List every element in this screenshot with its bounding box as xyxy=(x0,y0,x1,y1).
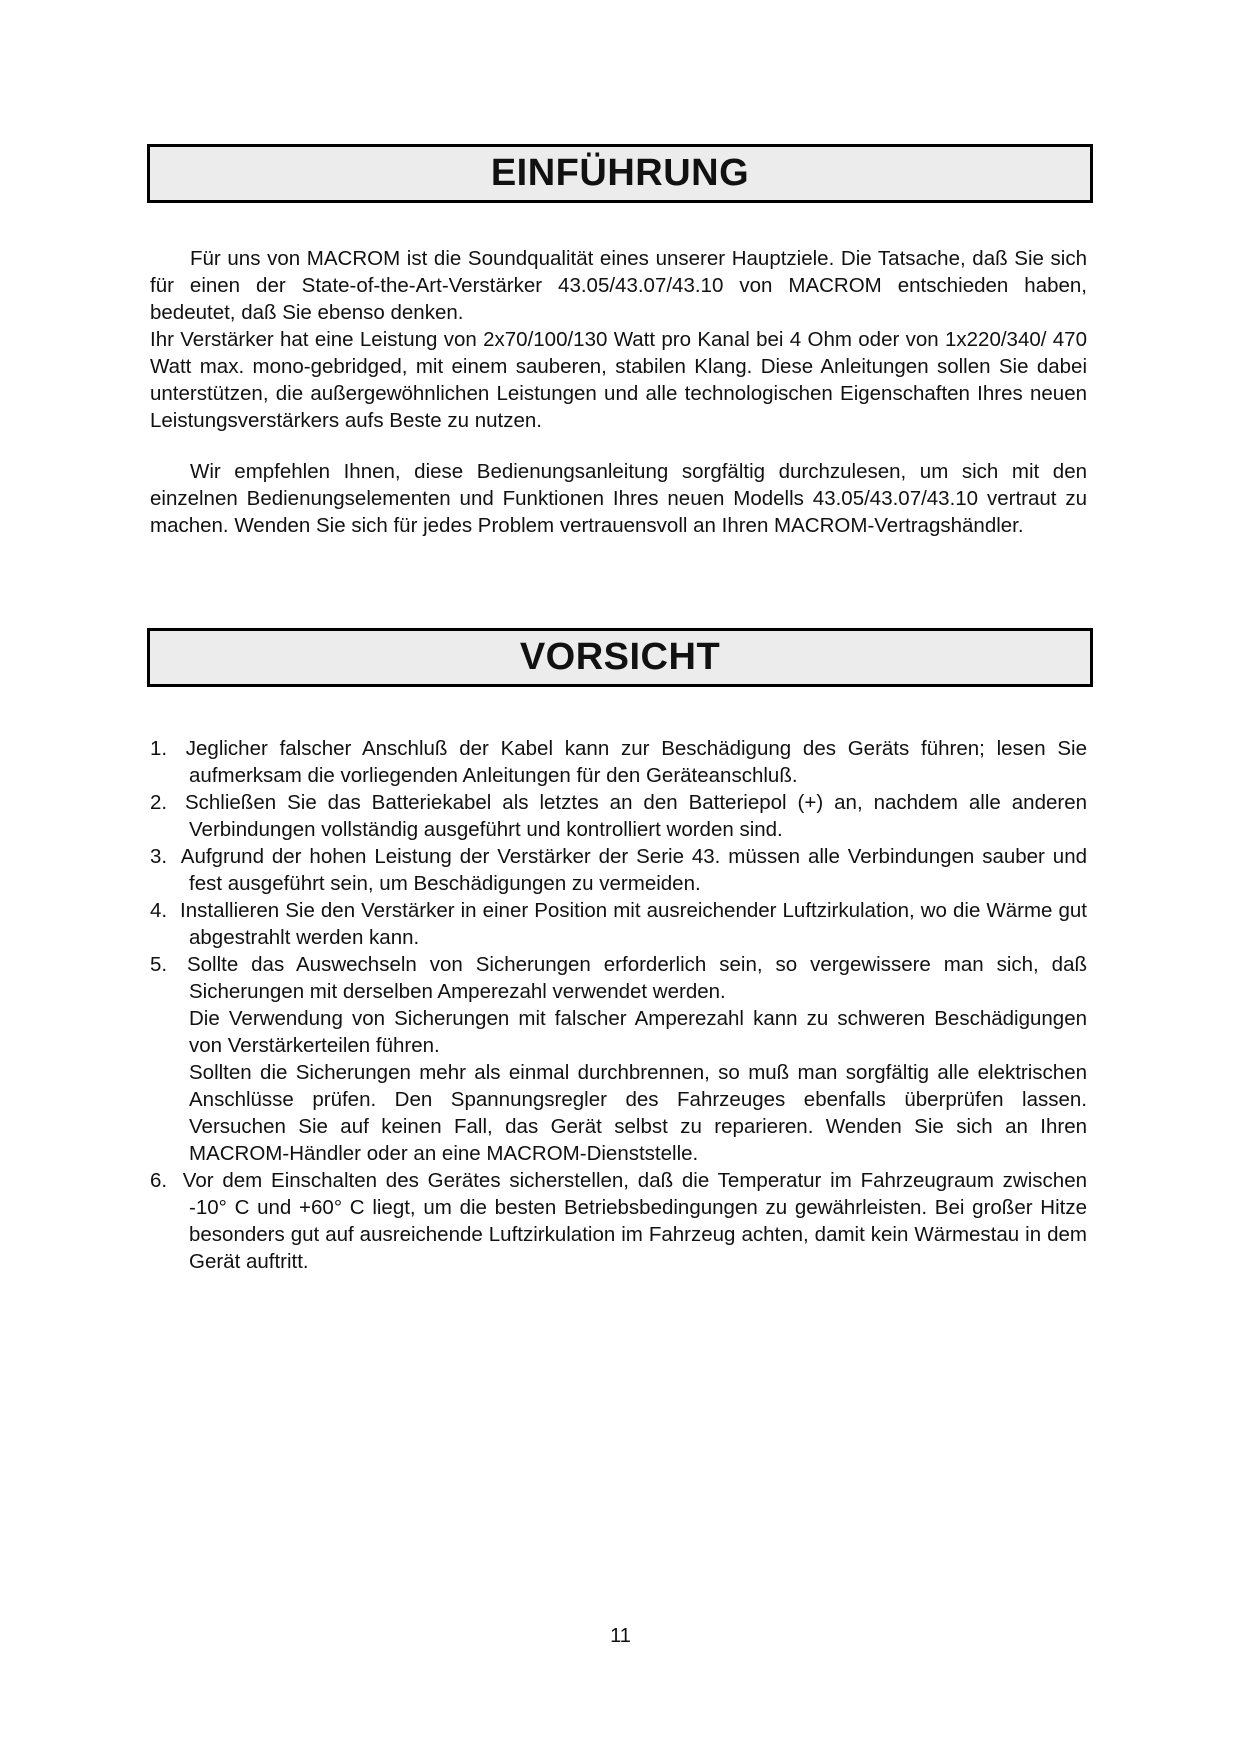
item-text: Aufgrund der hohen Leistung der Verstärker der Serie 43. müssen alle Verbindungen sauber und fest ausgeführt sein, um Beschädigungen zu vermeiden. xyxy=(180,845,1087,895)
item-text: Installieren Sie den Verstärker in einer Position mit ausreichender Luftzirkulation, wo die Wärme gut abgestrahlt werden kann. xyxy=(180,899,1087,949)
intro-text: Für uns von MACROM ist die Soundqualität eines unserer Hauptziele. Die Tatsache, daß Sie sich für einen der State-of-the-Art-Verstärker 43.05/43.07/43.10 von MACROM entschieden haben, bedeutet, daß Sie ebenso denken. xyxy=(150,247,1087,324)
list-item xyxy=(150,1167,1087,1275)
list-item xyxy=(150,897,1087,951)
list-item xyxy=(150,789,1087,843)
item-text: Sollte das Auswechseln von Sicherungen erforderlich sein, so vergewissere man sich, daß Sicherungen mit derselben Amperezahl verwendet werden. xyxy=(186,953,1087,1003)
section-heading-einfuehrung: EINFÜHRUNG xyxy=(147,144,1093,203)
caution-list xyxy=(150,735,1087,1275)
item-text: Jeglicher falscher Anschluß der Kabel kann zur Beschädigung des Geräts führen; lesen Sie aufmerksam die vorliegenden Anleitungen für den Geräteanschluß. xyxy=(185,737,1087,787)
list-item xyxy=(150,735,1087,789)
item-number: 1. xyxy=(150,737,168,760)
item-number: 2. xyxy=(150,791,168,814)
item-subparagraph: Sollten die Sicherungen mehr als einmal durchbrennen, so muß man sorgfältig alle elektrischen Anschlüsse prüfen. Den Spannungsregler des Fahrzeuges ebenfalls überprüfen lassen. Versuchen Sie auf keinen Fall, das Gerät selbst zu reparieren. Wenden Sie sich an Ihren MACROM-Händler oder an eine MACROM-Dienststelle. xyxy=(189,1061,1087,1165)
item-text: Vor dem Einschalten des Gerätes sicherstellen, daß die Temperatur im Fahrzeugraum zwischen -10° C und +60° C liegt, um die besten Betriebsbedingungen zu gewährleisten. Bei großer Hitze besonders gut auf ausreichende Luftzirkulation im Fahrzeug achten, damit kein Wärmestau in dem Gerät auftritt. xyxy=(182,1169,1087,1273)
intro-paragraph xyxy=(150,245,1087,434)
item-number: 4. xyxy=(150,899,168,922)
recommendation-paragraph: Wir empfehlen Ihnen, diese Bedienungsanleitung sorgfältig durchzulesen, um sich mit den einzelnen Bedienungselementen und Funktionen Ihres neuen Modells 43.05/43.07/43.10 vertraut zu machen. Wenden Sie sich für jedes Problem vertrauensvoll an Ihren MACROM-Vertragshändler. xyxy=(150,460,1087,537)
item-subparagraph: Die Verwendung von Sicherungen mit falscher Amperezahl kann zu schweren Beschädigungen von Verstärkerteilen führen. xyxy=(189,1007,1087,1057)
power-text: Ihr Verstärker hat eine Leistung von 2x70/100/130 Watt pro Kanal bei 4 Ohm oder von 1x220/340/ 470 Watt max. mono-gebridged, mit einem sauberen, stabilen Klang. Diese Anleitungen sollen Sie dabei unterstützen, die außergewöhnlichen Leistungen und alle technologischen Eigenschaften Ihres neuen Leistungsverstärkers aufs Beste zu nutzen. xyxy=(150,328,1087,432)
item-text: Schließen Sie das Batteriekabel als letztes an den Batteriepol (+) an, nachdem alle anderen Verbindungen vollständig ausgeführt und kontrolliert worden sind. xyxy=(184,791,1087,841)
list-item xyxy=(150,951,1087,1167)
list-item xyxy=(150,843,1087,897)
item-number: 6. xyxy=(150,1169,168,1192)
item-number: 3. xyxy=(150,845,168,868)
page-number: 11 xyxy=(610,1625,631,1647)
item-number: 5. xyxy=(150,953,168,976)
section-heading-vorsicht: VORSICHT xyxy=(147,628,1093,687)
